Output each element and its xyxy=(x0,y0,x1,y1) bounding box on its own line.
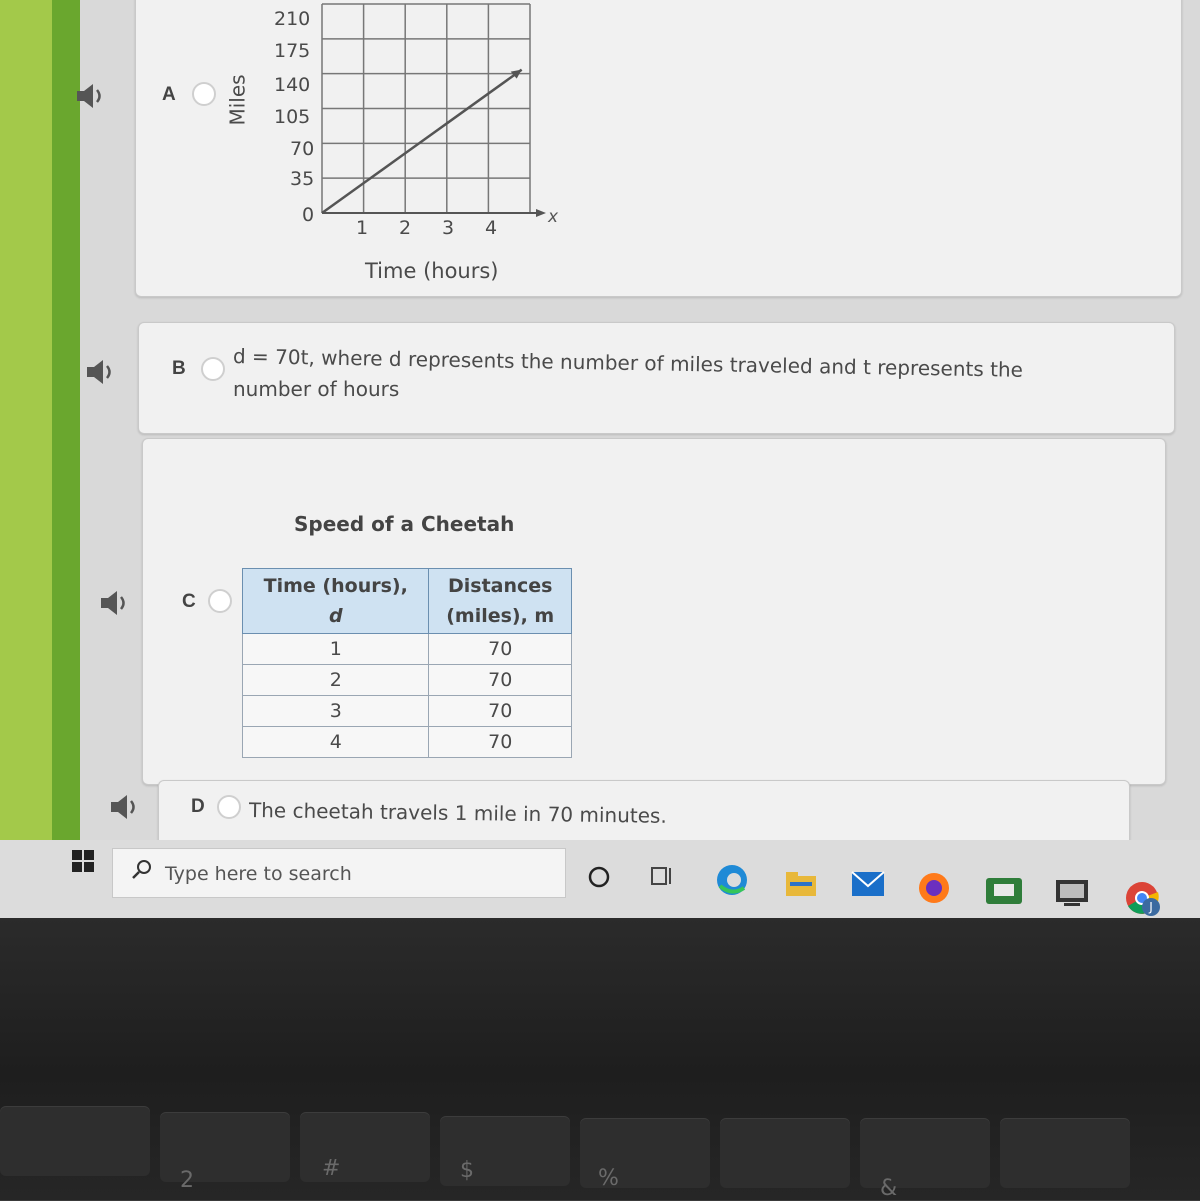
table-row xyxy=(243,696,572,727)
keyboard-key xyxy=(720,1118,850,1188)
key-2-label: 2 xyxy=(180,1168,194,1193)
laptop-bezel xyxy=(0,918,1200,1200)
x-axis-label: Time (hours) xyxy=(365,259,499,283)
table-row xyxy=(243,665,572,696)
key-dollar-label: $ xyxy=(460,1158,474,1183)
x-tick-label: 3 xyxy=(442,217,455,239)
desktop-app-icon[interactable] xyxy=(1054,878,1090,908)
keyboard-key xyxy=(0,1106,150,1176)
option-b-radio[interactable] xyxy=(201,357,225,381)
table-row xyxy=(243,634,572,665)
cell-distance: 70 xyxy=(429,696,572,727)
y-tick-label: 210 xyxy=(274,8,311,30)
series-line xyxy=(322,70,522,213)
keyboard-key xyxy=(300,1112,430,1182)
edge-browser-icon[interactable] xyxy=(714,862,750,898)
search-icon xyxy=(131,859,153,881)
header-time-line2: d xyxy=(328,605,343,627)
table-body xyxy=(243,634,572,758)
x-axis-letter: x xyxy=(548,207,559,227)
y-tick-label: 140 xyxy=(274,74,311,96)
cell-distance: 70 xyxy=(429,727,572,758)
file-explorer-icon[interactable] xyxy=(784,868,818,898)
option-c-radio[interactable] xyxy=(208,589,232,613)
key-hash-label: # xyxy=(322,1156,341,1181)
option-a-letter: A xyxy=(162,84,176,105)
y-axis-label: Miles xyxy=(225,74,250,126)
cell-time: 4 xyxy=(243,727,429,758)
windows-start-icon[interactable] xyxy=(72,850,94,872)
header-time-line1: Time (hours), xyxy=(263,575,408,597)
left-accent-bar-dark xyxy=(52,0,80,840)
left-accent-bar xyxy=(0,0,52,840)
speaker-icon[interactable] xyxy=(84,358,118,386)
table-row xyxy=(243,727,572,758)
x-tick-label: 4 xyxy=(485,217,498,239)
cell-distance: 70 xyxy=(429,665,572,696)
y-tick-label: 35 xyxy=(290,168,315,190)
cell-distance: 70 xyxy=(429,634,572,665)
keyboard-key xyxy=(1000,1118,1130,1188)
y-tick-label: 0 xyxy=(302,204,315,226)
y-tick-label: 70 xyxy=(290,138,315,160)
key-ampersand-label: & xyxy=(880,1176,898,1201)
x-tick-label: 2 xyxy=(399,217,412,239)
x-axis-arrow xyxy=(536,209,546,217)
chrome-icon[interactable] xyxy=(1124,880,1160,916)
speaker-icon[interactable] xyxy=(74,82,108,110)
search-placeholder: Type here to search xyxy=(165,863,352,885)
x-tick-label: 1 xyxy=(356,217,369,239)
solitaire-icon[interactable] xyxy=(984,876,1024,906)
y-tick-label: 175 xyxy=(274,40,311,62)
cell-time: 2 xyxy=(243,665,429,696)
option-c-letter: C xyxy=(182,591,196,612)
y-tick-label: 105 xyxy=(274,106,311,128)
cell-time: 3 xyxy=(243,696,429,727)
cortana-icon[interactable] xyxy=(586,864,612,890)
option-b-letter: B xyxy=(172,358,186,379)
header-distance-line2: (miles), m xyxy=(446,605,555,627)
taskbar-search-box[interactable] xyxy=(112,848,566,898)
speed-table xyxy=(242,568,572,758)
task-view-icon[interactable] xyxy=(648,864,676,890)
table-header-distance xyxy=(429,569,572,634)
table-title: Speed of a Cheetah xyxy=(294,512,515,536)
firefox-icon[interactable] xyxy=(916,870,952,906)
option-a-radio[interactable] xyxy=(192,82,216,106)
key-percent-label: % xyxy=(598,1166,619,1191)
header-distance-line1: Distances xyxy=(448,575,553,597)
taskbar xyxy=(0,840,1200,918)
chrome-profile-avatar: J xyxy=(1142,898,1160,916)
option-d-letter: D xyxy=(191,796,205,817)
speaker-icon[interactable] xyxy=(108,793,142,821)
speaker-icon[interactable] xyxy=(98,589,132,617)
option-d-text: The cheetah travels 1 mile in 70 minutes. xyxy=(248,798,667,828)
chart-area xyxy=(300,0,560,240)
cell-time: 1 xyxy=(243,634,429,665)
mail-icon[interactable] xyxy=(850,870,886,898)
option-b-line2: number of hours xyxy=(233,377,400,401)
option-d-radio[interactable] xyxy=(217,795,241,819)
option-b-line1: d = 70t, where d represents the number of miles traveled and t represents the xyxy=(232,344,1024,382)
table-header-time xyxy=(243,569,429,634)
